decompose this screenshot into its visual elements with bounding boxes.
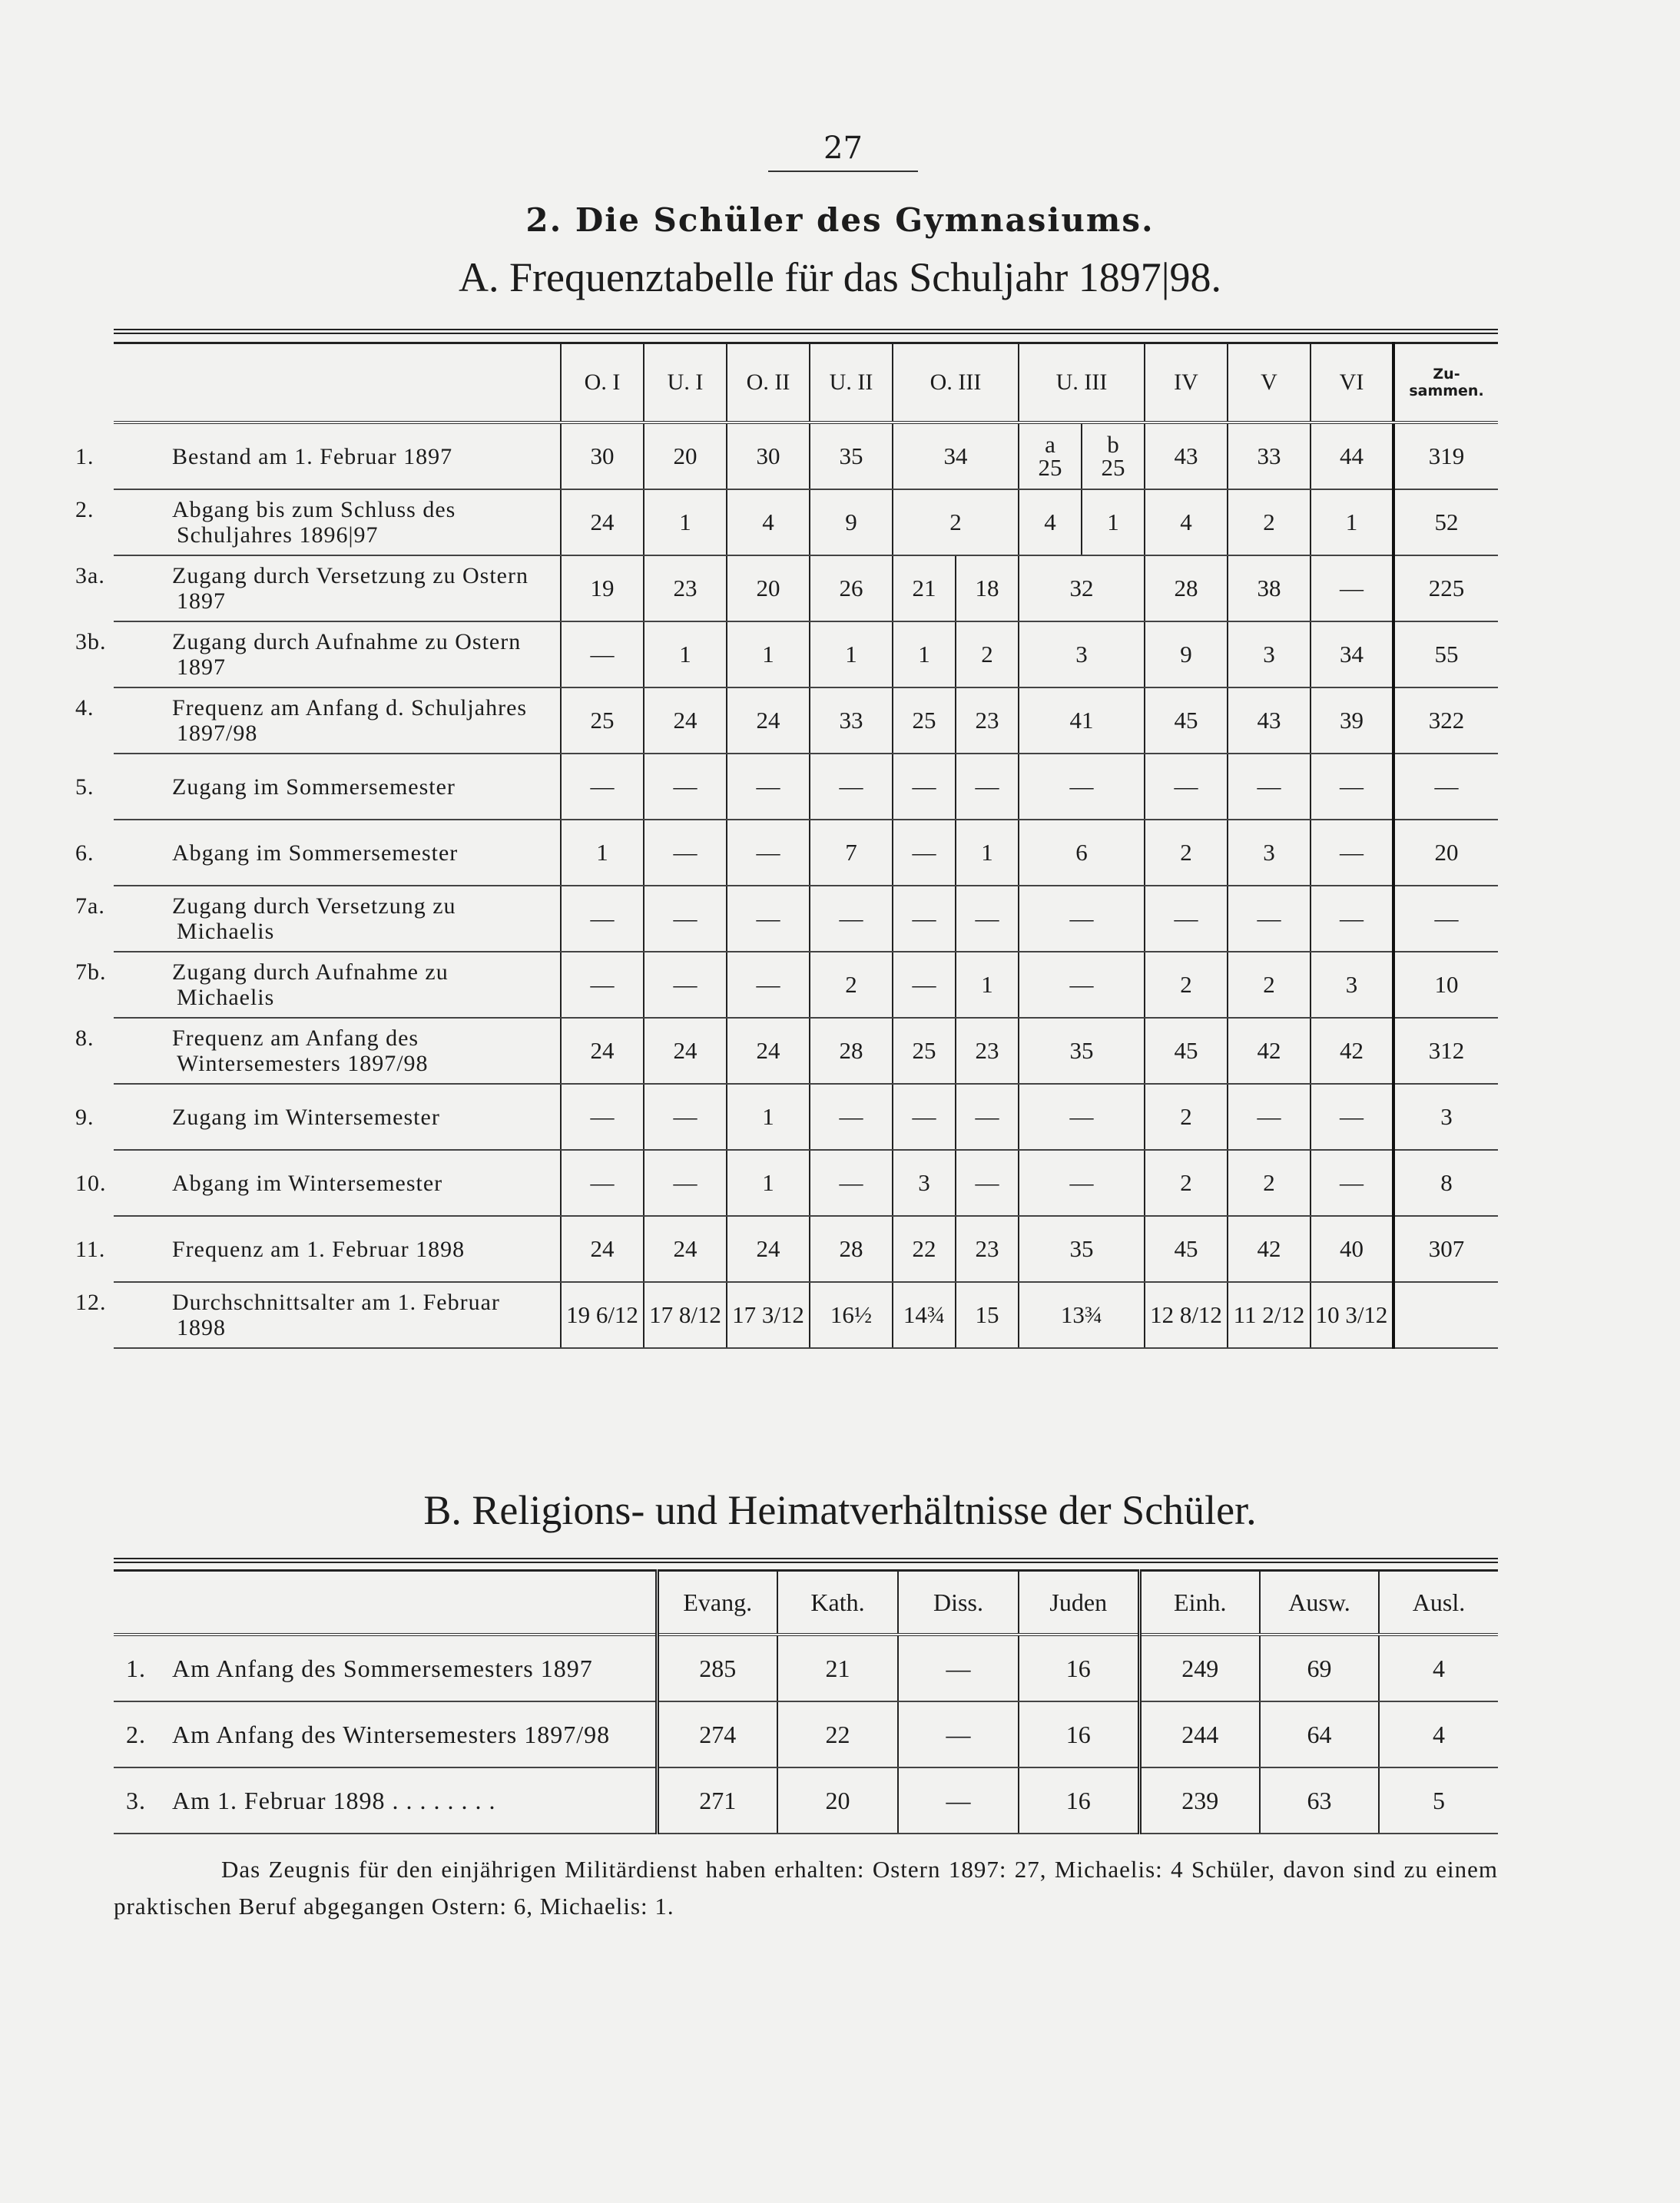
data-cell: 28 [810, 1216, 893, 1282]
data-cell: 64 [1260, 1701, 1379, 1767]
data-cell: — [898, 1767, 1019, 1834]
data-cell: — [893, 952, 956, 1018]
data-cell: 35 [1019, 1216, 1145, 1282]
row-label-text [75, 1104, 560, 1130]
data-cell: — [1311, 886, 1393, 952]
table-row [114, 1767, 1498, 1834]
data-cell: 25 [893, 1018, 956, 1084]
data-cell: — [893, 820, 956, 886]
row-label-text [75, 695, 560, 746]
data-cell: 2 [956, 621, 1019, 687]
data-cell: 2 [1228, 1150, 1311, 1216]
frequency-table [75, 329, 1498, 1349]
row-label-text [75, 1290, 560, 1340]
data-cell: — [810, 754, 893, 820]
data-cell: 43 [1228, 687, 1311, 754]
row-label-text [75, 893, 560, 944]
col-header: Ausw. [1260, 1571, 1379, 1635]
data-cell: — [561, 886, 644, 952]
data-cell: 38 [1228, 555, 1311, 621]
data-cell: 322 [1393, 687, 1498, 754]
data-cell: — [644, 886, 727, 952]
row-label [75, 754, 561, 820]
row-label-value: Frequenz am 1. Februar 1898 [172, 1236, 466, 1262]
data-cell: 20 [1393, 820, 1498, 886]
header-blank [114, 1571, 657, 1635]
col-header-total: Zu- sammen. [1393, 343, 1498, 423]
row-number: 3. [126, 1786, 146, 1814]
data-cell: 24 [644, 1018, 727, 1084]
row-number: 5. [75, 774, 94, 800]
col-header: Evang. [657, 1571, 777, 1635]
data-cell: 1 [1311, 489, 1393, 555]
row-label-value: Am Anfang des Wintersemesters 1897/98 [172, 1720, 611, 1748]
col-header: IV [1145, 343, 1228, 423]
row-label-value: Zugang durch Aufnahme zu Ostern 1897 [172, 629, 522, 680]
data-cell: — [898, 1701, 1019, 1767]
data-cell: 10 3/12 [1311, 1282, 1393, 1348]
table-top-rule [114, 332, 1498, 343]
row-number: 10. [75, 1170, 107, 1196]
table-row [114, 1084, 1498, 1150]
row-label [75, 952, 561, 1018]
data-cell: 24 [644, 687, 727, 754]
col-header: O. III [893, 343, 1019, 423]
row-label [75, 687, 561, 754]
data-cell: — [1145, 754, 1228, 820]
row-label [114, 1767, 657, 1834]
data-cell: — [893, 886, 956, 952]
data-cell: 32 [1019, 555, 1145, 621]
data-cell: 24 [561, 1018, 644, 1084]
row-label [75, 489, 561, 555]
row-label-text [75, 959, 560, 1010]
data-cell: 4 [1019, 489, 1082, 555]
row-label-value: Abgang im Wintersemester [172, 1170, 443, 1196]
data-cell: — [898, 1635, 1019, 1701]
row-label-value: Durchschnittsalter am 1. Februar 1898 [172, 1290, 500, 1340]
table-row [114, 1150, 1498, 1216]
col-header: Einh. [1139, 1571, 1260, 1635]
data-cell: 24 [727, 1018, 810, 1084]
col-header: O. I [561, 343, 644, 423]
row-number: 1. [75, 443, 94, 469]
data-cell: 33 [1228, 422, 1311, 489]
row-label-value: Zugang im Sommersemester [172, 774, 456, 800]
data-cell: — [1311, 1084, 1393, 1150]
data-cell: 1 [727, 621, 810, 687]
col-header: O. II [727, 343, 810, 423]
data-cell: — [644, 952, 727, 1018]
data-cell: 17 3/12 [727, 1282, 810, 1348]
data-cell: 35 [1019, 1018, 1145, 1084]
table-row [114, 555, 1498, 621]
religion-table [114, 1558, 1498, 1834]
row-label-value: Bestand am 1. Februar 1897 [172, 443, 453, 469]
data-cell: 25 [561, 687, 644, 754]
data-cell: 4 [727, 489, 810, 555]
data-cell: 18 [956, 555, 1019, 621]
row-label [75, 621, 561, 687]
row-number: 11. [75, 1236, 106, 1262]
row-label-text [75, 497, 560, 548]
data-cell: 2 [1145, 1150, 1228, 1216]
data-cell: 25 [893, 687, 956, 754]
row-number: 1. [126, 1654, 146, 1682]
data-cell: 28 [810, 1018, 893, 1084]
row-label-value: Frequenz am Anfang d. Schuljahres 1897/98 [172, 695, 528, 746]
data-cell: — [1019, 1084, 1145, 1150]
row-number: 2. [126, 1720, 146, 1748]
table-row [114, 952, 1498, 1018]
data-cell: 2 [1145, 952, 1228, 1018]
row-label-text [75, 443, 560, 469]
data-cell: a 25 [1019, 422, 1082, 489]
data-cell: 20 [644, 422, 727, 489]
col-header: VI [1311, 343, 1393, 423]
data-cell: 42 [1228, 1216, 1311, 1282]
data-cell: 239 [1139, 1767, 1260, 1834]
data-cell: — [1393, 754, 1498, 820]
data-cell: 24 [561, 1216, 644, 1282]
data-cell: — [810, 886, 893, 952]
data-cell: 22 [777, 1701, 898, 1767]
data-cell: — [561, 754, 644, 820]
col-header: U. I [644, 343, 727, 423]
data-cell: 1 [810, 621, 893, 687]
data-cell: 21 [777, 1635, 898, 1701]
data-cell: 16½ [810, 1282, 893, 1348]
row-number: 6. [75, 840, 94, 866]
data-cell: 45 [1145, 1018, 1228, 1084]
row-label-value: Abgang im Sommersemester [172, 840, 459, 866]
data-cell: 20 [777, 1767, 898, 1834]
row-number: 4. [75, 695, 94, 721]
section-heading: 2. Die Schüler des Gymnasiums. [525, 201, 1155, 239]
row-label-value: Zugang durch Versetzung zu Michaelis [172, 893, 456, 944]
data-cell: 8 [1393, 1150, 1498, 1216]
data-cell: 20 [727, 555, 810, 621]
row-label [75, 1150, 561, 1216]
col-header: U. III [1019, 343, 1145, 423]
data-cell: 24 [561, 489, 644, 555]
table-row [114, 754, 1498, 820]
data-cell: — [956, 1084, 1019, 1150]
data-cell: 42 [1228, 1018, 1311, 1084]
data-cell: — [1228, 886, 1311, 952]
data-cell: 1 [644, 621, 727, 687]
data-cell: 40 [1311, 1216, 1393, 1282]
table-row [114, 687, 1498, 754]
data-cell: 3 [893, 1150, 956, 1216]
data-cell: — [561, 1084, 644, 1150]
page-number-rule [768, 171, 918, 172]
row-label-value: Am Anfang des Sommersemesters 1897 [172, 1654, 593, 1682]
data-cell: — [893, 754, 956, 820]
data-cell: 3 [1228, 621, 1311, 687]
data-cell: — [561, 1150, 644, 1216]
data-cell: 285 [657, 1635, 777, 1701]
col-header: Diss. [898, 1571, 1019, 1635]
row-label [75, 1084, 561, 1150]
data-cell: 30 [727, 422, 810, 489]
data-cell: — [1019, 886, 1145, 952]
data-cell: 41 [1019, 687, 1145, 754]
data-cell: 9 [810, 489, 893, 555]
data-cell: — [644, 1084, 727, 1150]
row-label-text [75, 1236, 560, 1262]
data-cell: — [1311, 754, 1393, 820]
data-cell: 3 [1393, 1084, 1498, 1150]
data-cell [1393, 1282, 1498, 1348]
data-cell: — [1145, 886, 1228, 952]
col-header: Ausl. [1379, 1571, 1498, 1635]
col-header: U. II [810, 343, 893, 423]
data-cell: 30 [561, 422, 644, 489]
footnote [114, 1851, 1498, 1925]
data-cell: 24 [727, 1216, 810, 1282]
row-label [75, 1216, 561, 1282]
data-cell: 34 [1311, 621, 1393, 687]
data-cell: — [561, 952, 644, 1018]
data-cell: — [727, 886, 810, 952]
row-number: 9. [75, 1104, 94, 1130]
data-cell: 39 [1311, 687, 1393, 754]
table-row [114, 1282, 1498, 1348]
data-cell: 9 [1145, 621, 1228, 687]
data-cell: b 25 [1082, 422, 1145, 489]
data-cell: 2 [1228, 489, 1311, 555]
data-cell: 6 [1019, 820, 1145, 886]
data-cell: 14¾ [893, 1282, 956, 1348]
data-cell: 307 [1393, 1216, 1498, 1282]
data-cell: — [956, 886, 1019, 952]
row-label-text [75, 1025, 560, 1076]
data-cell: 1 [644, 489, 727, 555]
row-label-text [75, 629, 560, 680]
data-cell: 12 8/12 [1145, 1282, 1228, 1348]
data-cell: 2 [1145, 820, 1228, 886]
data-cell: — [956, 1150, 1019, 1216]
row-number: 12. [75, 1290, 107, 1315]
data-cell: 1 [727, 1084, 810, 1150]
data-cell: 17 8/12 [644, 1282, 727, 1348]
data-cell: 5 [1379, 1767, 1498, 1834]
table-row [114, 886, 1498, 952]
data-cell: — [1228, 1084, 1311, 1150]
table-a-title: A. Frequenztabelle für das Schuljahr 1897|98. [458, 254, 1222, 300]
data-cell: 33 [810, 687, 893, 754]
data-cell: 312 [1393, 1018, 1498, 1084]
data-cell: 2 [810, 952, 893, 1018]
data-cell: 319 [1393, 422, 1498, 489]
data-cell: 16 [1019, 1635, 1139, 1701]
data-cell: — [1019, 1150, 1145, 1216]
data-cell: 43 [1145, 422, 1228, 489]
data-cell: 24 [727, 687, 810, 754]
data-cell: 11 2/12 [1228, 1282, 1311, 1348]
row-number: 2. [75, 497, 94, 522]
data-cell: 2 [893, 489, 1019, 555]
row-label [75, 1018, 561, 1084]
data-cell: 2 [1145, 1084, 1228, 1150]
row-number: 7a. [75, 893, 105, 919]
data-cell: 4 [1379, 1635, 1498, 1701]
data-cell: 45 [1145, 687, 1228, 754]
row-number: 3a. [75, 563, 105, 588]
data-cell: 23 [956, 1216, 1019, 1282]
data-cell: 4 [1145, 489, 1228, 555]
header-blank [114, 343, 561, 423]
data-cell: 4 [1379, 1701, 1498, 1767]
table-row [114, 621, 1498, 687]
footnote-text: Das Zeugnis für den einjährigen Militärdienst haben erhalten: Ostern 1897: 27, Michaelis: 4 Schüler, davon sind zu einem praktischen Beruf abgegangen Ostern: 6, Michaelis: 1. [114, 1856, 1498, 1920]
row-label-value: Zugang durch Aufnahme zu Michaelis [172, 959, 449, 1010]
data-cell: 55 [1393, 621, 1498, 687]
data-cell: 274 [657, 1701, 777, 1767]
data-cell: — [1311, 820, 1393, 886]
page-number: 27 [823, 131, 863, 166]
data-cell: 22 [893, 1216, 956, 1282]
data-cell: — [1311, 1150, 1393, 1216]
data-cell: 7 [810, 820, 893, 886]
table-row [114, 422, 1498, 489]
row-label-text [75, 840, 560, 866]
data-cell: 44 [1311, 422, 1393, 489]
data-cell: 23 [956, 687, 1019, 754]
data-cell: — [1393, 886, 1498, 952]
row-label [114, 1635, 657, 1701]
row-label-text [75, 774, 560, 800]
row-label [114, 1701, 657, 1767]
row-label [75, 886, 561, 952]
data-cell: — [956, 754, 1019, 820]
table-row [114, 1635, 1498, 1701]
data-cell: 15 [956, 1282, 1019, 1348]
data-cell: — [644, 754, 727, 820]
data-cell: 225 [1393, 555, 1498, 621]
row-label [75, 1282, 561, 1348]
data-cell: — [893, 1084, 956, 1150]
data-cell: 34 [893, 422, 1019, 489]
table-top-rule [114, 1561, 1498, 1571]
data-cell: 28 [1145, 555, 1228, 621]
row-label-value: Frequenz am Anfang des Wintersemesters 1897/98 [172, 1025, 429, 1076]
data-cell: 2 [1228, 952, 1311, 1018]
row-label-value: Zugang im Wintersemester [172, 1104, 440, 1130]
data-cell: 1 [1082, 489, 1145, 555]
data-cell: 1 [893, 621, 956, 687]
data-cell: 1 [727, 1150, 810, 1216]
table-row [114, 1018, 1498, 1084]
data-cell: 24 [644, 1216, 727, 1282]
data-cell: — [727, 820, 810, 886]
data-cell: — [644, 820, 727, 886]
data-cell: 1 [956, 820, 1019, 886]
data-cell: 52 [1393, 489, 1498, 555]
data-cell: — [1311, 555, 1393, 621]
data-cell: — [1019, 754, 1145, 820]
data-cell: — [1228, 754, 1311, 820]
row-number: 8. [75, 1025, 94, 1051]
row-label [75, 555, 561, 621]
col-header: Juden [1019, 1571, 1139, 1635]
data-cell: — [727, 754, 810, 820]
data-cell: 3 [1228, 820, 1311, 886]
data-cell: 21 [893, 555, 956, 621]
data-cell: — [1019, 952, 1145, 1018]
col-header: Kath. [777, 1571, 898, 1635]
data-cell: — [561, 621, 644, 687]
row-number: 7b. [75, 959, 107, 985]
data-cell: 16 [1019, 1767, 1139, 1834]
row-label-value: Am 1. Februar 1898 . . . . . . . . [172, 1786, 496, 1814]
data-cell: 19 [561, 555, 644, 621]
table-row [114, 1701, 1498, 1767]
data-cell: 19 6/12 [561, 1282, 644, 1348]
table-row [114, 1216, 1498, 1282]
data-cell: 42 [1311, 1018, 1393, 1084]
data-cell: 23 [956, 1018, 1019, 1084]
data-cell: 1 [956, 952, 1019, 1018]
data-cell: — [644, 1150, 727, 1216]
row-label-text [75, 1170, 560, 1196]
data-cell: 16 [1019, 1701, 1139, 1767]
data-cell: 244 [1139, 1701, 1260, 1767]
data-cell: 10 [1393, 952, 1498, 1018]
data-cell: 249 [1139, 1635, 1260, 1701]
data-cell: 1 [561, 820, 644, 886]
row-label [75, 820, 561, 886]
data-cell: — [810, 1084, 893, 1150]
data-cell: 23 [644, 555, 727, 621]
data-cell: 26 [810, 555, 893, 621]
row-label-value: Zugang durch Versetzung zu Ostern 1897 [172, 563, 529, 614]
data-cell: — [727, 952, 810, 1018]
data-cell: 13¾ [1019, 1282, 1145, 1348]
row-label [75, 422, 561, 489]
data-cell: 69 [1260, 1635, 1379, 1701]
data-cell: 35 [810, 422, 893, 489]
data-cell: 45 [1145, 1216, 1228, 1282]
data-cell: — [810, 1150, 893, 1216]
data-cell: 3 [1019, 621, 1145, 687]
data-cell: 271 [657, 1767, 777, 1834]
col-header: V [1228, 343, 1311, 423]
row-label-text [75, 563, 560, 614]
row-label-value: Abgang bis zum Schluss des Schuljahres 1896|97 [172, 497, 456, 548]
data-cell: 3 [1311, 952, 1393, 1018]
data-cell: 63 [1260, 1767, 1379, 1834]
row-number: 3b. [75, 629, 107, 654]
table-row [114, 489, 1498, 555]
table-b-title: B. Religions- und Heimatverhältnisse der Schüler. [423, 1487, 1257, 1533]
table-row [114, 820, 1498, 886]
